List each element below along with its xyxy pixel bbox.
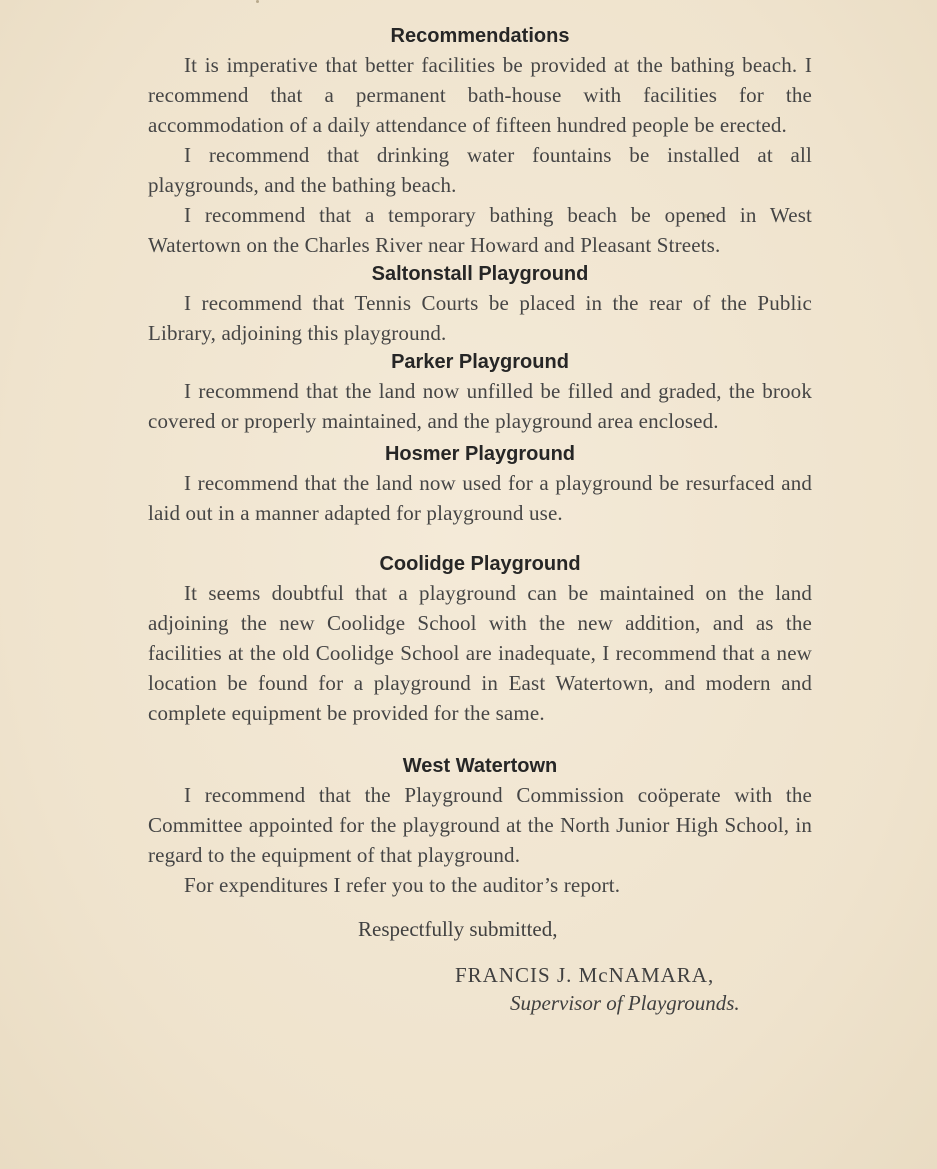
closing-line: Respectfully submitted, xyxy=(358,917,558,941)
section-west-watertown xyxy=(148,752,812,900)
paragraph: It is imperative that better facilities be provided at the bathing beach. I recommend that a permanent bath-house with facilities for the accommodation of a daily attendance of fifteen hundred people be erected. xyxy=(148,53,812,137)
section-heading: West Watertown xyxy=(402,755,558,777)
paragraph: I recommend that the land now unfilled be filled and graded, the brook covered or properly maintained, and the playground area enclosed. xyxy=(148,379,812,433)
paragraph: I recommend that a temporary bathing beach be opened in West Watertown on the Charles River near Howard and Pleasant Streets. xyxy=(148,203,812,257)
section-heading: Recommendations xyxy=(390,25,570,47)
section-heading: Coolidge Playground xyxy=(379,553,581,575)
paragraph: It seems doubtful that a playground can be maintained on the land adjoining the new Coolidge School with the new addition, and as the facilities at the old Coolidge School are inadequate, I recommend that a new location be found for a playground in East Watertown, and modern and complete equipment be provided for the same. xyxy=(148,581,812,725)
section-coolidge-playground xyxy=(148,550,812,728)
section-hosmer-playground xyxy=(148,440,812,528)
section-parker-playground xyxy=(148,348,812,436)
section-heading: Hosmer Playground xyxy=(384,443,576,465)
signature-name: FRANCIS J. McNAMARA, xyxy=(455,963,715,987)
document-body xyxy=(148,22,812,1016)
section-heading: Parker Playground xyxy=(391,351,569,373)
paragraph: I recommend that the land now used for a playground be resurfaced and laid out in a manner adapted for playground use. xyxy=(148,471,812,525)
section-recommendations xyxy=(148,22,812,260)
section-saltonstall-playground xyxy=(148,260,812,348)
section-heading: Saltonstall Playground xyxy=(371,263,589,285)
paragraph: I recommend that drinking water fountains be installed at all playgrounds, and the bathing beach. xyxy=(148,143,812,197)
signature-title: Supervisor of Playgrounds. xyxy=(510,991,740,1015)
paragraph: I recommend that the Playground Commission coöperate with the Committee appointed for the playground at the North Junior High School, in regard to the equipment of that playground. xyxy=(148,783,812,867)
paragraph: I recommend that Tennis Courts be placed in the rear of the Public Library, adjoining this playground. xyxy=(148,291,812,345)
paper-speck xyxy=(256,0,259,3)
paragraph: For expenditures I refer you to the auditor’s report. xyxy=(184,873,621,897)
